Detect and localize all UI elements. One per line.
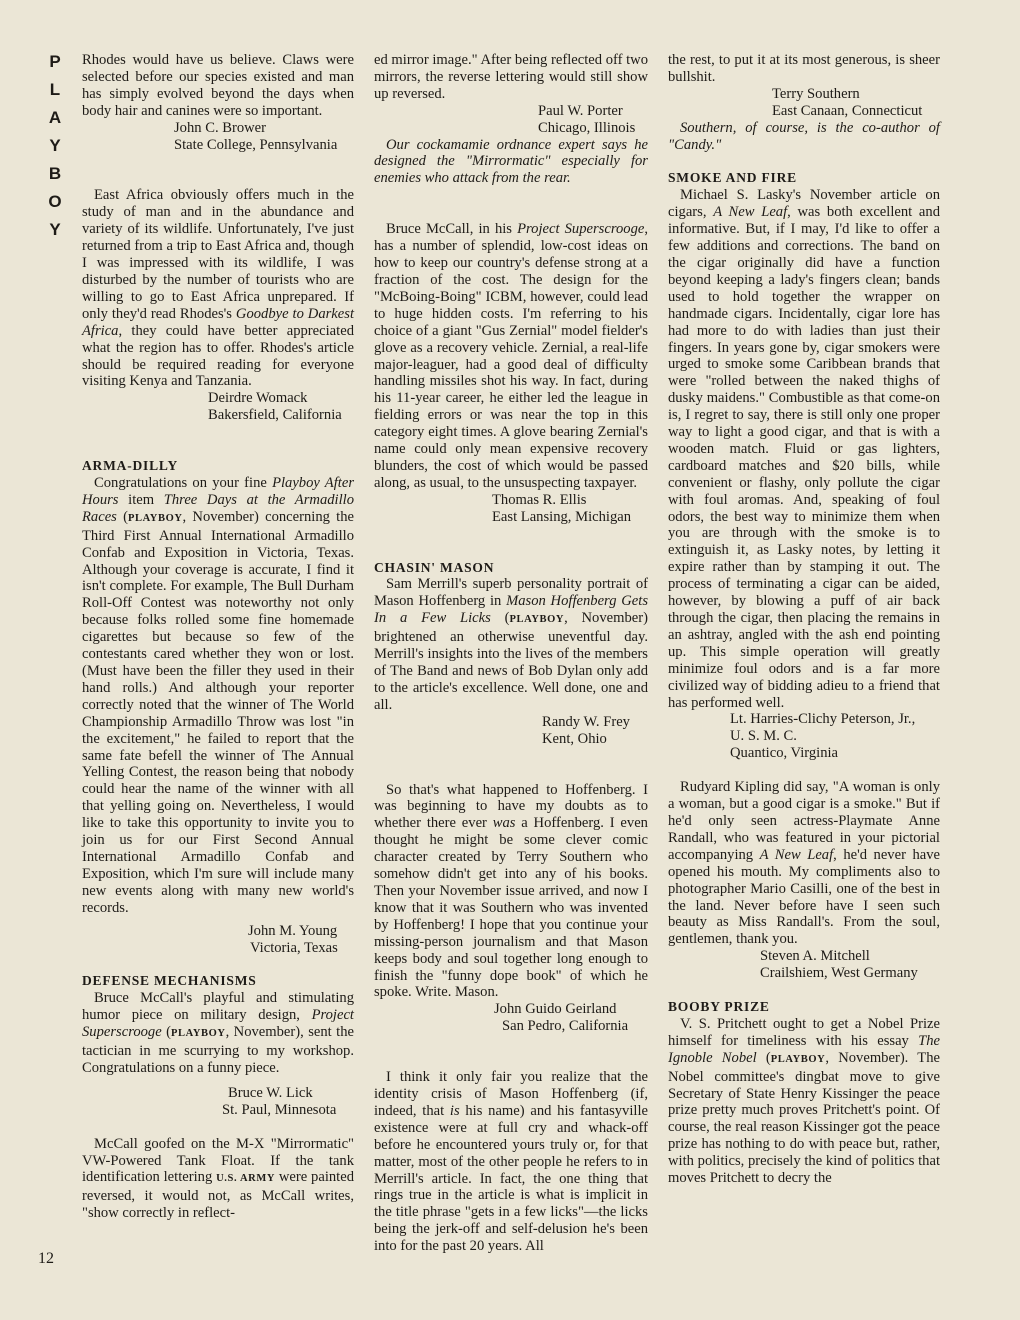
letter-text: So that's what happened to Hoffenberg. I was beginning to have my doubts as to whether there ever was a Hoffenberg. I even thought he might be some clever comic character created by Terry Southern who somehow didn't get into any of his books. Then your November issue arrived, and now I know that it was Southern who was invented by Hoffenberg! I hope that you continue your missing-person journalism and that Mason keeps body and soul together long enough to finish the "funny dope book" of which he spoke. Write. Mason. bbox=[374, 781, 648, 1001]
signature-place: Chicago, Illinois bbox=[538, 119, 636, 136]
side-letter: Y bbox=[49, 136, 61, 155]
section-heading: CHASIN' MASON bbox=[374, 559, 495, 575]
magazine-side-title bbox=[42, 48, 68, 244]
signature-name: Bruce W. Lick bbox=[228, 1084, 313, 1101]
letter-text: ed mirror image." After being reflected off two mirrors, the reverse lettering would still show up reversed. bbox=[374, 52, 648, 102]
side-letter: L bbox=[49, 80, 61, 99]
letter-text: Rudyard Kipling did say, "A woman is only a woman, but a good cigar is a smoke." But if he'd only seen actress-Playmate Anne Randall, who was featured in your pictorial accompanying A New Leaf, he'd never have opened his mouth. My compliments also to photographer Mario Casilli, one of the best in the land. Never before have I seen such beauty as Miss Randall's. From the soul, gentlemen, thank you. bbox=[668, 779, 940, 948]
signature-name: John M. Young bbox=[248, 922, 338, 939]
letter-text: the rest, to put it at its most generous, is sheer bullshit. bbox=[668, 52, 940, 85]
signature-name: Randy W. Frey bbox=[542, 713, 630, 730]
signature bbox=[82, 390, 354, 424]
signature bbox=[374, 492, 648, 526]
signature bbox=[82, 1085, 354, 1119]
letter-text: V. S. Pritchett ought to get a Nobel Prize himself for timeliness with his essay The Ignoble Nobel (PLAYBOY, November). The Nobel committee's dingbat move to give Secretary of State Henry Kissinger the peace prize pretty much proves Pritchett's point. Of course, the real reason Kissinger got the peace prize has nothing to do with peace but, rather, with politics, precisely the kind of politics that moves Pritchett to decry the bbox=[668, 1015, 940, 1187]
signature-place: Bakersfield, California bbox=[208, 407, 342, 424]
letter-text: Congratulations on your fine Playboy After Hours item Three Days at the Armadillo Races (PLAYBOY, November) concerning the Third First Annual International Armadillo Confab and Exposition in Victoria, Texas. Although your coverage is accurate, I find it isn't complete. For example, The Bull Durham Roll-Off Contest was noteworthy not only because folks rolled some fine homemade cigarettes but because so few of the contestants cared whether they won or lost. (Must have been the filler they used in their hand rolls.) And although your reporter correctly noted that the winner of The World Championship Armadillo Throw was lost "in the excitement," he failed to report that the same fate befell the winner of The Annual Yelling Contest, the reason being that nobody could hear the name of the winner with all that yelling going on. Nevertheless, I would like to take this opportunity to invite you to join us for our First Second Annual International Armadillo Confab and Exposition, which I'm sure will include many new events along with many new world's records. bbox=[82, 475, 354, 916]
signature bbox=[668, 948, 940, 982]
signature-place: East Lansing, Michigan bbox=[492, 508, 632, 525]
side-letter: A bbox=[48, 108, 62, 127]
signature-place: Crailshiem, West Germany bbox=[760, 965, 918, 982]
column-3 bbox=[668, 52, 940, 1187]
signature-name: John C. Brower bbox=[174, 119, 267, 136]
letter-text: Bruce McCall, in his Project Superscrooge, has a number of splendid, low-cost ideas on how to keep our country's defense strong at a fraction of the cost. The design for the "McBoing-Boing" ICBM, however, could lead to huge hidden costs. I'm referring to his choice of a giant "Gus Zernial" model fielder's glove as a recovery vehicle. Zernial, a real-life major-leaguer, had a good deal of difficulty handling missiles shot his way. In fact, during his 11-year career, he either led the league in fielding errors or was near the top in this category eight times. A glove bearing Zernial's name could only mean expensive recovery blunders, the cost of which would be passed along, as usual, to the unsuspecting taxpayer. bbox=[374, 221, 648, 491]
signature-place: St. Paul, Minnesota bbox=[222, 1101, 337, 1118]
letter-text: Rhodes would have us believe. Claws were selected before our species existed and man has simply evolved beyond the days when body hair and canines were so important. bbox=[82, 52, 354, 119]
signature-name: Steven A. Mitchell bbox=[760, 948, 870, 965]
signature-place: East Canaan, Connecticut bbox=[772, 102, 923, 119]
column-1 bbox=[82, 52, 354, 1222]
signature-name: Thomas R. Ellis bbox=[492, 491, 587, 508]
page-number: 12 bbox=[38, 1250, 54, 1267]
signature bbox=[374, 103, 648, 137]
section-heading: ARMA-DILLY bbox=[82, 458, 179, 474]
side-letter: Y bbox=[49, 220, 61, 239]
letter-text: McCall goofed on the M-X "Mirrormatic" VW-Powered Tank Float. If the tank identification lettering U.S. ARMY were painted reversed, it would not, as McCall writes, "show correctly in reflect- bbox=[82, 1135, 355, 1222]
signature-name: Lt. Harries-Clichy Peterson, Jr., bbox=[730, 711, 916, 728]
section-heading: SMOKE AND FIRE bbox=[668, 170, 797, 186]
signature bbox=[374, 714, 648, 748]
section-heading: BOOBY PRIZE bbox=[668, 999, 770, 1015]
signature-name: Terry Southern bbox=[772, 85, 860, 102]
side-letter: P bbox=[49, 52, 61, 71]
signature bbox=[668, 86, 940, 120]
signature bbox=[374, 1001, 648, 1035]
section-heading: DEFENSE MECHANISMS bbox=[82, 973, 257, 989]
side-letter: B bbox=[48, 164, 62, 183]
signature-place: Victoria, Texas bbox=[250, 939, 338, 956]
signature-place: State College, Pennsylvania bbox=[174, 136, 338, 153]
signature-rank: U. S. M. C. bbox=[730, 728, 797, 745]
signature-name: Deirdre Womack bbox=[208, 390, 308, 407]
editor-response: Southern, of course, is the co-author of "Candy." bbox=[668, 119, 940, 153]
signature bbox=[668, 711, 940, 762]
signature-place: Kent, Ohio bbox=[542, 730, 607, 747]
column-2 bbox=[374, 52, 648, 1255]
signature bbox=[82, 120, 354, 154]
signature bbox=[82, 923, 354, 957]
letter-text: Sam Merrill's superb personality portrait of Mason Hoffenberg in Mason Hoffenberg Gets In a Few Licks (PLAYBOY, November) brightened an otherwise uneventful day. Merrill's insights into the lives of the members of The Band and news of Bob Dylan only add to the article's excellence. Well done, one and all. bbox=[374, 576, 648, 713]
letter-text: I think it only fair you realize that the identity crisis of Mason Hoffenberg (if, indeed, that is his name) and his fantasyville existence were at full cry and whack-off before he encountered yours truly or, for that matter, most of the other people he refers to in Merrill's article. In fact, the one thing that rings true in the article is what is implicit in the title phrase "gets in a few licks"—the licks being the jerk-off and self-delusion he's been into for the past 20 years. All bbox=[374, 1069, 648, 1255]
signature-place: Quantico, Virginia bbox=[730, 745, 839, 762]
letter-text: Bruce McCall's playful and stimulating humor piece on military design, Project Superscrooge (PLAYBOY, November), sent the tactician in me scurrying to my workshop. Congratulations on a funny piece. bbox=[82, 990, 354, 1076]
letter-text: Michael S. Lasky's November article on cigars, A New Leaf, was both excellent and informative. But, if I may, I'd like to offer a few additions and corrections. The band on the cigar originally did have a function beyond keeping a lady's fingers clean; bands used to hold together the wrapper on handmade cigars. Incidentally, cigar lore has had more to do with ladies than just their fingers. In years gone by, cigar smokers were urged to smoke some Caribbean brands that were "rolled between the naked thighs of dusky maidens." Combustible as that come-on is, I regret to say, there is still only one proper way to light a good cigar, and that is with a wooden match. Fluid or gas lighters, cardboard matches and $20 bills, while convenient or flashy, only pollute the cigar with foul aromas. And, speaking of foul odors, the best way to minimize them when you are through with the smoke is to extinguish it, as Lasky notes, by letting it expire rather than by stamping it out. The process of terminating a cigar can be aided, however, by blowing a puff of air back through the cigar, then placing the remains in an ashtray, angled with the ash end pointing up. This simple operation will greatly minimize foul odors and is a far more civilized way of bidding adieu to a friend that has performed well. bbox=[668, 187, 940, 711]
editor-response: Our cockamamie ordnance expert says he designed the "Mirrormatic" especially for enemies who attack from the rear. bbox=[374, 136, 648, 187]
side-letter: O bbox=[48, 192, 62, 211]
letter-text: East Africa obviously offers much in the study of man and in the abundance and variety of its wildlife. Unfortunately, I've just returned from a trip to East Africa and, though I was impressed with its wildlife, I was disturbed by the number of tourists who are willing to go to East Africa unprepared. If only they'd read Rhodes's Goodbye to Darkest Africa, they could have better appreciated what the region has to offer. Rhodes's article should be required reading for everyone visiting Kenya and Tanzania. bbox=[82, 187, 354, 390]
signature-name: Paul W. Porter bbox=[538, 102, 623, 119]
signature-name: John Guido Geirland bbox=[494, 1001, 617, 1018]
signature-place: San Pedro, California bbox=[502, 1018, 629, 1035]
